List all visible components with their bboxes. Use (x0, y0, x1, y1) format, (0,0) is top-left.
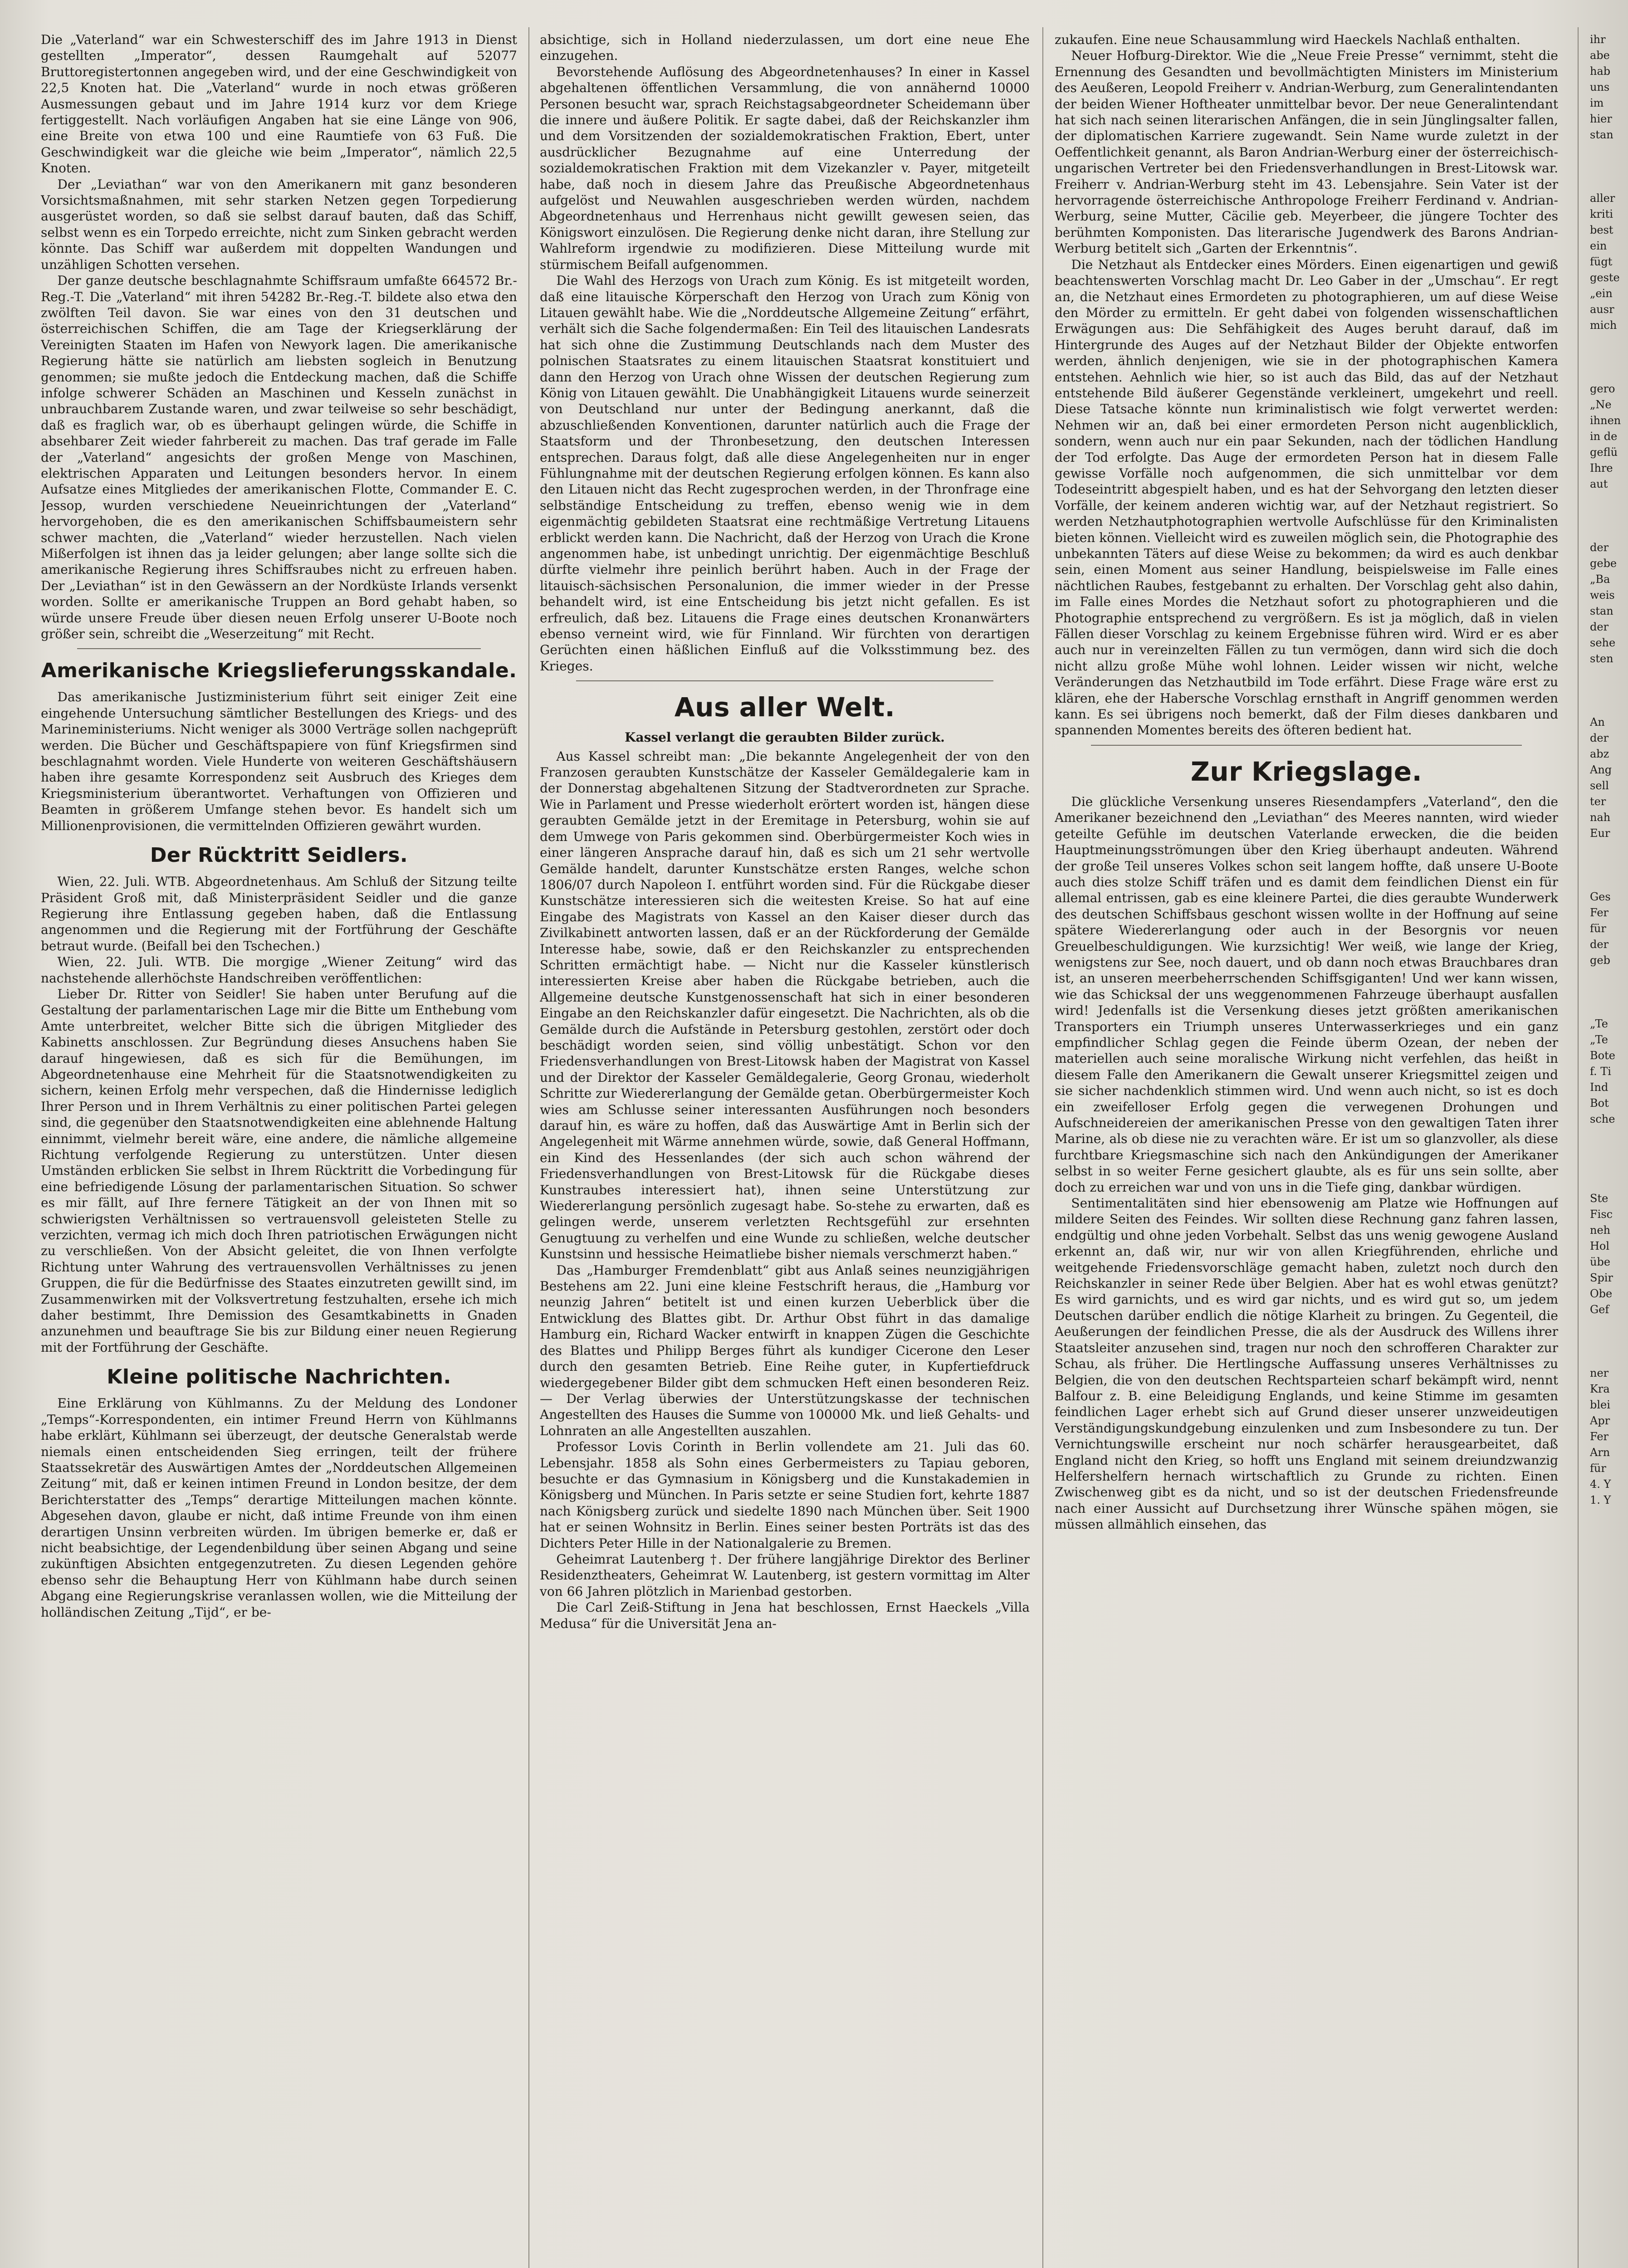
article-paragraph: Lieber Dr. Ritter von Seidler! Sie haben unter Berufung auf die Gestaltung der parlamentarischen Lage mir die Bitte um Enthebung vom Amte unterbreitet, welcher Bitte sich die übrigen Mitglieder des Kabinetts anschlossen. Zur Begründung dieses Ansuchens haben Sie darauf hingewiesen, daß es sich für die Bemühungen, im Abgeordnetenhause eine Mehrheit für die Staatsnotwendigkeiten zu sichern, keinen Erfolg mehr verspechen, daß die Hindernisse lediglich Ihrer Person und in Ihrem Verhältnis zu einer politischen Partei gelegen sind, die gegenüber den Staatsnotwendigkeiten eine ablehnende Haltung einnimmt, vielmehr bereit wäre, eine andere, die nämliche allgemeine Richtung verfolgende Regierung zu unterstützen. Unter diesen Umständen erblicken Sie selbst in Ihrem Rücktritt die Vorbedingung für eine befriedigende Lösung der parlamentarischen Situation. So schwer es mir fällt, auf Ihre fernere Tätigkeit an der von Ihnen mit so schwierigsten Verhältnissen so vertrauensvoll geleisteten Stelle zu verzichten, vermag ich mich doch Ihren patriotischen Erwägungen nicht zu verschließen. Von der Absicht geleitet, die von Ihnen verfolgte Richtung unter Wahrung des vertrauensvollen Verhältnisses zu jenen Gruppen, die für die Bedürfnisse des Staates einzutreten gewillt sind, im Zusammenwirken mit der Volksvertretung festzuhalten, ersehe ich mich daher bestimmt, Ihre Demission des Gesamtkabinetts in Gnaden anzunehmen und beauftrage Sie bis zur Bildung einer neuen Regierung mit der Fortführung der Geschäfte. (41, 986, 517, 1355)
text-fragment: neh (1590, 1224, 1611, 1237)
text-fragment: Kra (1590, 1383, 1610, 1395)
article-paragraph: Das „Hamburger Fremdenblatt“ gibt aus Anlaß seines neunzigjährigen Bestehens am 22. Juni eine kleine Festschrift heraus, die „Hamburg vor neunzig Jahren“ betitelt ist und einen kurzen Ueberblick über die Entwicklung des Blattes gibt. Dr. Arthur Obst führt in das damalige Hamburg ein, Richard Wacker entwirft in knappen Zügen die Geschichte des Blattes und Philipp Berges führt als kundiger Cicerone den Leser durch den gesamten Betrieb. Eine Reihe guter, in Kupfertiefdruck wiedergegebener Bilder gibt dem schmucken Heft einen besonderen Reiz. — Der Verlag überwies der Unterstützungskasse der technischen Angestellten des Hauses die Summe von 100000 Mk. und ließ Gehalts- und Lohnraten an alle Angestellten auszahlen. (540, 1262, 1030, 1438)
article-paragraph: Sentimentalitäten sind hier ebensowenig am Platze wie Hoffnungen auf mildere Seiten des Feindes. Wir sollten diese Rechnung ganz fahren lassen, endgültig und ohne jeden Vorbehalt. Selbst das uns wenig gewogene Ausland erkennt an, daß wir, nur wir von allen Kriegführenden, ehrliche und weitgehende Friedensvorschläge gemacht haben, zuletzt noch durch den Reichskanzler in seiner Rede über Belgien. Aber hat es wohl etwas genützt? Es wird garnichts, und es wird gar nichts, und es wird gut so, um jedem Deutschen darüber endlich die nötige Klarheit zu bringen. Zu Gegenteil, die Aeußerungen der feindlichen Presse, die als der Ausdruck des Willens ihrer Staatsleiter anzusehen sind, tragen nur noch den schrofferen Charakter zur Schau, als früher. Die Hertlingsche Auffassung unseres Verhältnisses zu Belgien, die von den deutschen Rechtsparteien scharf bekämpft wird, nennt Balfour z. B. eine Beleidigung Englands, und keine Stimme im gesamten feindlichen Lager erhebt sich auf Grund dieser unserer unzweideutigen Verständigungskundgebung einzulenken und zum Insbesondere zu tun. Der Vernichtungswille erscheint nur noch schärfer herausgearbeitet, daß England nicht den Krieg, so hofft uns England mit seinem dreiundzwanzig Helfershelfern hernach wirtschaftlich zu Grunde zu richten. Einen Zwischenweg gibt es da nicht, und so ist der deutschen Friedensfreunde nach einer Aussicht auf Durchsetzung ihrer Wünsche spähen mögen, sie müssen allmählich einsehen, das (1055, 1196, 1558, 1532)
article-paragraph: Bevorstehende Auflösung des Abgeordnetenhauses? In einer in Kassel abgehaltenen öffentlichen Versammlung, die von annähernd 10000 Personen besucht war, sprach Reichstagsabgeordneter Scheidemann über die innere und äußere Politik. Er sagte dabei, daß der Reichskanzler ihm und dem Vorsitzenden der sozialdemokratischen Fraktion, Ebert, unter ausdrücklicher Bezugnahme auf eine Unterredung der sozialdemokratischen Fraktion mit dem Vizekanzler v. Payer, mitgeteilt habe, daß noch in diesem Jahre das Preußische Abgeordnetenhaus aufgelöst und Neuwahlen ausgeschrieben werden würden, nachdem Abgeordnetenhaus und Herrenhaus nicht gewillt gewesen seien, das Königswort einzulösen. Die Regierung denke nicht daran, ihre Stellung zur Wahlreform irgendwie zu modifizieren. Diese Mitteilung wurde mit stürmischem Beifall aufgenommen. (540, 64, 1030, 272)
article-paragraph: Die Netzhaut als Entdecker eines Mörders. Einen eigenartigen und gewiß beachtenswerten Vorschlag macht Dr. Leo Gaber in der „Umschau“. Er regt an, die Netzhaut eines Ermordeten zu photographieren, um auf diese Weise den Mörder zu ermitteln. Er geht dabei von folgenden wissenschaftlichen Erwägungen aus: Die Sehfähigkeit des Auges beruht darauf, daß im Hintergrunde des Auges auf der Netzhaut Bilder der Objekte entworfen werden, ähnlich denjenigen, wie sie in der photographischen Kamera entstehen. Aehnlich wie hier, so ist auch das Bild, das auf der Netzhaut entstehende Bild äußerer Gegenstände verkleinert, umgekehrt und reell. Diese Tatsache könnte nun kriminalistisch wie folgt verwertet werden: Nehmen wir an, daß bei einer ermordeten Person nicht augenblicklich, sondern, wenn auch nur ein paar Sekunden, nach der tödlichen Handlung der Tod erfolgte. Das Auge der ermordeten Person hat in diesem Falle gewisse Vorfälle noch aufgenommen, die sich unmittelbar vor dem Todeseintritt abgespielt haben, und es hat der Sehvorgang den letzten dieser Vorfälle, der keinem anderen wichtig war, auf der Netzhaut registriert. So werden Netzhautphotographien wertvolle Aufschlüsse für den Kriminalisten bieten können. Vielleicht wird es zuweilen möglich sein, die Photographie des unbekannten Täters auf diese Weise zu bekommen; da wird es auch denkbar sein, einen Moment aus seiner Handlung, beispielsweise im Falle eines nächtlichen Raubes, festgebannt zu erhalten. Der Vorschlag geht also dahin, im Falle eines Mordes die Netzhaut sofort zu photographieren und die Photographie entsprechend zu vergrößern. Es ist ja möglich, daß in vielen Fällen dieser Vorschlag zu keinem Ergebnisse führen wird. Wird er es aber auch nur in vereinzelten Fällen zu tun vermögen, dann wird sich die doch nicht allzu große Mühe wohl lohnen. Leider wissen wir nicht, welche Veränderungen das Netzhautbild im Tode erfährt. Diese Frage wäre erst zu klären, ehe der Habersche Vorschlag ernsthaft in Angriff genommen werden kann. Es sei übrigens noch bemerkt, daß der Film dieses dankbaren und spannenden Momentes bereits des öfteren bedient hat. (1055, 257, 1558, 738)
article-paragraph: Der ganze deutsche beschlagnahmte Schiffsraum umfaßte 664572 Br.-Reg.-T. Die „Vaterland“ mit ihren 54282 Br.-Reg.-T. bildete also etwa den zwölften Teil davon. Sie war eines von den 31 deutschen und österreichischen Schiffen, die am Tage der Kriegserklärung der Vereinigten Staaten im Hafen von Newyork lagen. Die amerikanische Regierung hätte sie natürlich am liebsten sogleich in Benutzung genommen; sie mußte jedoch die Entdeckung machen, daß die Schiffe infolge schwerer Schäden an Maschinen und Kesseln zunächst in unbrauchbarem Zustande waren, und zwar teilweise so sehr beschädigt, daß es fraglich war, ob es überhaupt gelingen würde, die Schiffe in absehbarer Zeit wieder fahrbereit zu machen. Das traf gerade im Falle der „Vaterland“ angesichts der großen Menge von Maschinen, elektrischen Apparaten und Leitungen besonders hervor. In einem Aufsatze eines Mitgliedes der amerikanischen Flotte, Commander E. C. Jessop, wurden verschiedene Neueinrichtungen der „Vaterland“ hervorgehoben, die es den amerikanischen Schiffsbaumeistern sehr schwer machten, die „Vaterland“ wieder herzustellen. Nach vielen Mißerfolgen ist ihnen das ja leider gelungen; aber lange sollte sich die amerikanische Regierung ihres Schiffsraubes nicht zu erfreuen haben. Der „Leviathan“ ist in den Gewässern an der Nordküste Irlands versenkt worden. Sollte er amerikanische Truppen an Bord gehabt haben, so würde unsere Freude über diesen neuen Erfolg unserer U-Boote noch größer sein, schreibt die „Weserzeitung“ mit Recht. (41, 273, 517, 642)
text-fragment: der (1590, 732, 1609, 744)
text-fragment: stan (1590, 128, 1613, 141)
section-separator (1091, 745, 1522, 746)
text-fragment: mich (1590, 319, 1617, 332)
text-fragment: Spir (1590, 1271, 1613, 1284)
text-fragment: ihnen (1590, 414, 1621, 427)
text-fragment: Obe (1590, 1287, 1613, 1300)
text-fragment: abz (1590, 748, 1609, 760)
text-fragment: geste (1590, 271, 1620, 284)
headline-ruecktritt-seidlers: Der Rücktritt Seidlers. (150, 844, 408, 867)
column-divider (528, 27, 529, 2268)
headline-kriegslieferungsskandale: Amerikanische Kriegslieferungsskandale. (41, 659, 517, 683)
text-fragment: Gef (1590, 1303, 1609, 1316)
text-fragment: für (1590, 922, 1606, 935)
text-fragment: in de (1590, 430, 1618, 443)
text-fragment: sten (1590, 652, 1613, 665)
text-fragment: Hol (1590, 1240, 1610, 1252)
text-fragment: ausr (1590, 303, 1614, 316)
text-fragment: Bote (1590, 1049, 1615, 1062)
text-fragment: 4. Y (1590, 1478, 1611, 1491)
text-fragment: hab (1590, 65, 1611, 78)
section-separator (77, 648, 481, 649)
text-fragment: „Ne (1590, 398, 1612, 411)
text-fragment: der (1590, 621, 1609, 633)
text-fragment: aller (1590, 192, 1615, 205)
text-fragment: nah (1590, 811, 1611, 824)
headline-zur-kriegslage: Zur Kriegslage. (1190, 756, 1423, 787)
article-paragraph: Der „Leviathan“ war von den Amerikanern mit ganz besonderen Vorsichtsmaßnahmen, mit sehr starken Netzen gegen Torpedierung ausgerüstet worden, so daß sie selbst darauf bauten, daß das Schiff, selbst wenn es ein Torpedo erreichte, nicht zum Sinken gebracht werden könnte. Das Schiff war außerdem mit doppelten Wandungen und unzähligen Schotten versehen. (41, 176, 517, 272)
article-paragraph: Eine Erklärung von Kühlmanns. Zu der Meldung des Londoner „Temps“-Korrespondenten, ein intimer Freund Herrn von Kühlmanns habe erklärt, Kühlmann sei überzeugt, der deutsche Generalstab werde niemals einen entscheidenden Sieg erringen, teilt der frühere Staatssekretär des Auswärtigen Amtes der „Norddeutschen Allgemeinen Zeitung“ mit, daß er keinen intimen Freund in London besitze, der dem Berichterstatter des „Temps“ derartige Mitteilungen machen könnte. Abgesehen davon, glaube er nicht, daß intime Freunde von ihm einen derartigen Unsinn verbreiten würden. Im übrigen bemerke er, daß er nicht beabsichtige, der Legendenbildung über seinen Abgang und seine zukünftigen Absichten entgegenzutreten. Zu diesen Legenden gehöre ebenso sehr die Behauptung Herr von Kühlmann habe durch seinen Abgang eine Regierungskrise veranlassen wollen, wie die Mitteilung der holländischen Zeitung „Tijd“, er be- (41, 1396, 517, 1620)
article-paragraph: Geheimrat Lautenberg †. Der frühere langjährige Direktor des Berliner Residenztheaters, Geheimrat W. Lautenberg, ist gestern vormittag im Alter von 66 Jahren plötzlich in Marienbad gestorben. (540, 1551, 1030, 1599)
text-fragment: „Te (1590, 1033, 1608, 1046)
article-paragraph: Wien, 22. Juli. WTB. Die morgige „Wiener Zeitung“ wird das nachstehende allerhöchste Handschreiben veröffentlichen: (41, 954, 517, 986)
section-separator (576, 680, 993, 681)
text-fragment: „ein (1590, 287, 1613, 300)
text-fragment: An (1590, 716, 1605, 728)
text-fragment: Apr (1590, 1414, 1610, 1427)
text-fragment: der (1590, 541, 1609, 554)
text-fragment: abe (1590, 49, 1610, 62)
text-fragment: geflü (1590, 446, 1618, 459)
column-4-cutoff (1590, 32, 1628, 2268)
text-fragment: im (1590, 97, 1604, 109)
text-fragment: Fisc (1590, 1208, 1613, 1221)
text-fragment: für (1590, 1462, 1606, 1475)
text-fragment: ter (1590, 795, 1606, 808)
text-fragment: ner (1590, 1367, 1609, 1379)
article-paragraph: Das amerikanische Justizministerium führt seit einiger Zeit eine eingehende Untersuchung sämtlicher Bestellungen des Kriegs- und des Marineministeriums. Nicht weniger als 3000 Verträge sollen nachgeprüft werden. Die Bücher und Geschäftspapiere von fünf Kriegsfirmen sind beschlagnahmt worden. Viele Hunderte von weiteren Geschäftshäusern haben ihre gesamte Korrespondenz seit Ausbruch des Krieges dem Kriegsministerium überantwortet. Verhaftungen von Offizieren und Beamten in größerem Umfange stehen bevor. Es handelt sich um Millionenprovisionen, die vermittelnden Offizieren gewährt wurden. (41, 689, 517, 833)
column-3 (1055, 32, 1558, 2268)
article-paragraph: Die Carl Zeiß-Stiftung in Jena hat beschlossen, Ernst Haeckels „Villa Medusa“ für die Universität Jena an- (540, 1600, 1030, 1631)
text-fragment: f. Ti (1590, 1065, 1611, 1078)
text-fragment: Arn (1590, 1446, 1610, 1459)
article-paragraph: Die Wahl des Herzogs von Urach zum König. Es ist mitgeteilt worden, daß eine litauische Körperschaft den Herzog von Urach zum König von Litauen gewählt habe. Wie die „Norddeutsche Allgemeine Zeitung“ erfährt, verhält sich die Sache folgendermaßen: Ein Teil des litauischen Landesrats hat sich ohne die Zustimmung Deutschlands nach dem Muster des polnischen Staatsrates zu einem litauischen Staatsrat konstituiert und dann den Herzog von Urach ohne Wissen der deutschen Regierung zum König von Litauen gewählt. Die Unabhängigkeit Litauens wurde seinerzeit von Deutschland nur unter der Bedingung anerkannt, daß die abzuschließenden Konventionen, darunter natürlich auch die Frage der Staatsform und der Thronbesetzung, den deutschen Interessen entsprechen. Daraus folgt, daß alle diese Angelegenheiten nur in enger Fühlungnahme mit der deutschen Regierung erfolgen können. Es kann also den Litauen nicht das Recht zugesprochen werden, in der Thronfrage eine selbständige Entscheidung zu treffen, ebenso wenig wie in dem eigenmächtig gebildeten Staatsrat eine rechtmäßige Vertretung Litauens erblickt werden kann. Die Nachricht, daß der Herzog von Urach die Krone angenommen habe, ist unbedingt unrichtig. Der eigenmächtige Beschluß dürfte vielmehr ihre peinlich berührt haben. Auch in der Frage der litauisch-sächsischen Personalunion, die immer wieder in der Presse behandelt wird, ist eine Entscheidung bis jetzt nicht gefallen. Es ist erfreulich, daß bez. Litauens die Frage eines deutschen Kronanwärters ebenso verneint wird, wie für Finnland. Wir fürchten von derartigen Gerüchten einen häßlichen Einfluß auf die Volksstimmung bez. des Krieges. (540, 273, 1030, 674)
text-fragment: best (1590, 224, 1613, 236)
text-fragment: 1. Y (1590, 1494, 1611, 1506)
article-paragraph: Professor Lovis Corinth in Berlin vollendete am 21. Juli das 60. Lebensjahr. 1858 als Sohn eines Gerbermeisters zu Tapiau geboren, besuchte er das Gymnasium in Königsberg und die Kunstakademien in Königsberg und München. In Paris setzte er seine Studien fort, kehrte 1887 nach Königsberg zurück und siedelte 1890 nach München über. Seit 1900 hat er seinen Wohnsitz in Berlin. Eines seiner besten Porträts ist das des Dichters Peter Hille in der Nationalgalerie zu Bremen. (540, 1439, 1030, 1551)
text-fragment: sell (1590, 779, 1609, 792)
subheadline: Kassel verlangt die geraubten Bilder zurück. (625, 730, 945, 745)
text-fragment: hier (1590, 112, 1612, 125)
text-fragment: gero (1590, 382, 1615, 395)
column-1 (41, 32, 517, 2268)
text-fragment: sehe (1590, 636, 1616, 649)
article-paragraph: Neuer Hofburg-Direktor. Wie die „Neue Freie Presse“ vernimmt, steht die Ernennung des Gesandten und bevollmächtigten Ministers im Ministerium des Aeußeren, Leopold Freiherr v. Andrian-Werburg, zum Generalintendanten der beiden Wiener Hoftheater unmittelbar bevor. Der neue Generalintendant hat sich nach seinen literarischen Anfängen, die in sein Jünglingsalter fallen, der diplomatischen Karriere zugewandt. Sein Name wurde zuletzt in der Oeffentlichkeit genannt, als Baron Andrian-Werburg einer der österreichisch-ungarischen Vertreter bei den Friedensverhandlungen in Brest-Litowsk war. Freiherr v. Andrian-Werburg steht im 43. Lebensjahre. Sein Vater ist der hervorragende österreichische Anthropologe Freiherr Ferdinand v. Andrian-Werburg, seine Mutter, Cäcilie geb. Meyerbeer, die jüngere Tochter des berühmten Komponisten. Das literarische Jugendwerk des Barons Andrian-Werburg betitelt sich „Garten der Erkenntnis“. (1055, 48, 1558, 256)
text-fragment: Fer (1590, 906, 1609, 919)
article-paragraph: Die „Vaterland“ war ein Schwesterschiff des im Jahre 1913 in Dienst gestellten „Imperator“, dessen Raumgehalt auf 52077 Bruttoregistertonnen angegeben wird, und der eine Geschwindigkeit von 22,5 Knoten hat. Die „Vaterland“ wurde in noch etwas größeren Ausmessungen gebaut und im Jahre 1914 kurz vor dem Kriege fertiggestellt. Nach vorläufigen Angaben hat sie eine Länge von 906, eine Breite von etwa 100 und eine Raumtiefe von 63 Fuß. Die Geschwindigkeit war die gleiche wie beim „Imperator“, nämlich 22,5 Knoten. (41, 32, 517, 176)
text-fragment: stan (1590, 605, 1613, 617)
text-fragment: Eur (1590, 827, 1610, 840)
column-2 (540, 32, 1030, 2268)
text-fragment: übe (1590, 1256, 1611, 1268)
article-paragraph: Aus Kassel schreibt man: „Die bekannte Angelegenheit der von den Franzosen geraubten Kunstschätze der Kasseler Gemäldegalerie kam in der Donnerstag abgehaltenen Sitzung der Stadtverordneten zur Sprache. Wie in Parlament und Presse wiederholt erörtert worden ist, hängen diese geraubten Gemälde jetzt in der Eremitage in Petersburg, wohin sie auf dem Umwege von Paris gekommen sind. Oberbürgermeister Koch wies in einer längeren Ansprache darauf hin, daß es sich um 21 sehr wertvolle Gemälde handelt, darunter Kunstschätze ersten Ranges, welche schon 1806/07 durch Napoleon I. entführt worden sind. Für die Rückgabe dieser Kunstschätze interessieren sich die weitesten Kreise. So hat auf eine Eingabe des Magistrats von Kassel an den Kaiser dieser durch das Zivilkabinett antworten lassen, daß er an der Rückforderung der Gemälde Interesse habe, sowie, daß er den Reichskanzler zu entsprechenden Schritten ermächtigt habe. — Nicht nur die Kasseler künstlerisch interessierten Kreise aber haben die Rückgabe betrieben, auch die Allgemeine deutsche Kunstgenossenschaft hat sich in einer besonderen Eingabe an den Reichskanzler dafür eingesetzt. Die Nachrichten, als ob die Gemälde durch die Aufstände in Petersburg gestohlen, zerstört oder doch beschädigt worden seien, sind völlig unbestätigt. Schon vor den Friedensverhandlungen von Brest-Litowsk haben der Magistrat von Kassel und der Direktor der Kasseler Gemäldegalerie, Georg Gronau, wiederholt Schritte zur Wiedererlangung der Gemälde getan. Oberbürgermeister Koch wies am Schlusse seiner interessanten Ausführungen noch besonders darauf hin, es wäre zu hoffen, daß das Auswärtige Amt in Berlin sich der Angelegenheit mit Wärme annehmen würde, sowie, daß General Hoffmann, ein Kind des Hessenlandes (der sich auch schon während der Friedensverhandlungen von Brest-Litowsk für die Rückgabe dieses Kunstraubes interessiert hat), ihnen seine Unterstützung zur Wiedererlangung persönlich zugesagt habe. So-stehe zu erwarten, daß es gelingen werde, unserem verletzten Rechtsgefühl zur ersehnten Genugtuung zu verhelfen und eine Wunde zu schließen, welche deutscher Kunstsinn und hessische Heimatliebe bisher niemals verschmerzt haben.“ (540, 748, 1030, 1262)
text-fragment: geb (1590, 954, 1610, 967)
text-fragment: ein (1590, 240, 1607, 252)
article-paragraph: Wien, 22. Juli. WTB. Abgeordnetenhaus. Am Schluß der Sitzung teilte Präsident Groß mit, daß Ministerpräsident Seidler und die ganze Regierung ihre Entlassung gegeben haben, daß die Entlassung angenommen und die Regierung mit der Fortführung der Geschäfte betraut wurde. (Beifall bei den Tschechen.) (41, 874, 517, 953)
text-fragment: Ges (1590, 890, 1611, 903)
column-divider (1042, 27, 1043, 2268)
text-fragment: Ihre (1590, 462, 1613, 474)
article-paragraph: zukaufen. Eine neue Schausammlung wird Haeckels Nachlaß enthalten. (1055, 32, 1520, 47)
article-paragraph: absichtige, sich in Holland niederzulassen, um dort eine neue Ehe einzugehen. (540, 32, 1030, 64)
text-fragment: Fer (1590, 1430, 1609, 1443)
text-fragment: gebe (1590, 557, 1617, 570)
text-fragment: Ind (1590, 1081, 1608, 1094)
text-fragment: Bot (1590, 1097, 1609, 1110)
text-fragment: blei (1590, 1398, 1610, 1411)
text-fragment: uns (1590, 81, 1610, 93)
text-fragment: der (1590, 938, 1609, 951)
column-divider (1578, 27, 1579, 2268)
text-fragment: „Ba (1590, 573, 1610, 586)
headline-aus-aller-welt: Aus aller Welt. (674, 692, 895, 723)
article-paragraph: Die glückliche Versenkung unseres Riesendampfers „Vaterland“, den die Amerikaner bezeichnend den „Leviathan“ des Meeres nannten, wird wieder geteilte Gefühle im deutschen Vaterlande erwecken, die die beiden Hauptmeinungsströmungen über den Krieg überhaupt andeuten. Während der große Teil unseres Volkes schon seit langem hoffte, daß unsere U-Boote auch dies stolze Schiff träfen und es damit dem feindlichen Dienst ein für allemal entrissen, gab es eine kleinere Partei, die dies geraubte Wunderwerk des deutschen Schiffsbaus geschont wissen wollte in der Hoffnung auf seine spätere Wiedererlangung oder auch in der Besorgnis vor neuen Greuelbeschuldigungen. Wie kurzsichtig! Wer weiß, wie lange der Krieg, wenigstens zur See, noch dauert, und ob dann noch etwas Brauchbares dran ist, an unseren meerbeherrschenden Schiffsgiganten! Und wer kann wissen, wie das Schicksal der uns weggenommenen Fahrzeuge überhaupt ausfallen wird! Jedenfalls ist die Versenkung dieses jetzt größten amerikanischen Transporters ein Triumph unseres Unterwasserkrieges und ein ganz empfindlicher Schlag gegen die Feinde überm Ozean, der neben der materiellen auch seine moralische Wirkung nicht verfehlen, das heißt in diesem Falle den Amerikanern die Gewalt unserer Kriegsmittel zeigen und sie sicher nachdenklich stimmen wird. Und wenn auch nicht, so ist es doch ein zweifelloser Erfolg gegen die verwegenen Drohungen und Aufschneidereien der amerikanischen Presse von den gewaltigen Taten ihrer Marine, als ob diese nie zu verachten wäre. Er ist um so glanzvoller, als diese furchtbare Kriegsmaschine sich nach den Ankündigungen der Amerikaner selbst in so weiter Ferne gesichert glaubte, als es für uns sein sollte, aber doch zu erreichen war und von uns in die Tiefe ging, dankbar würdigen. (1055, 794, 1558, 1195)
text-fragment: Ang (1590, 763, 1612, 776)
text-fragment: „Te (1590, 1017, 1608, 1030)
text-fragment: ihr (1590, 33, 1606, 46)
text-fragment: Ste (1590, 1192, 1608, 1205)
text-fragment: sche (1590, 1113, 1615, 1125)
headline-politische-nachrichten: Kleine politische Nachrichten. (107, 1365, 451, 1389)
text-fragment: aut (1590, 478, 1608, 490)
text-fragment: fügt (1590, 255, 1613, 268)
text-fragment: weis (1590, 589, 1615, 601)
text-fragment: kriti (1590, 208, 1613, 220)
